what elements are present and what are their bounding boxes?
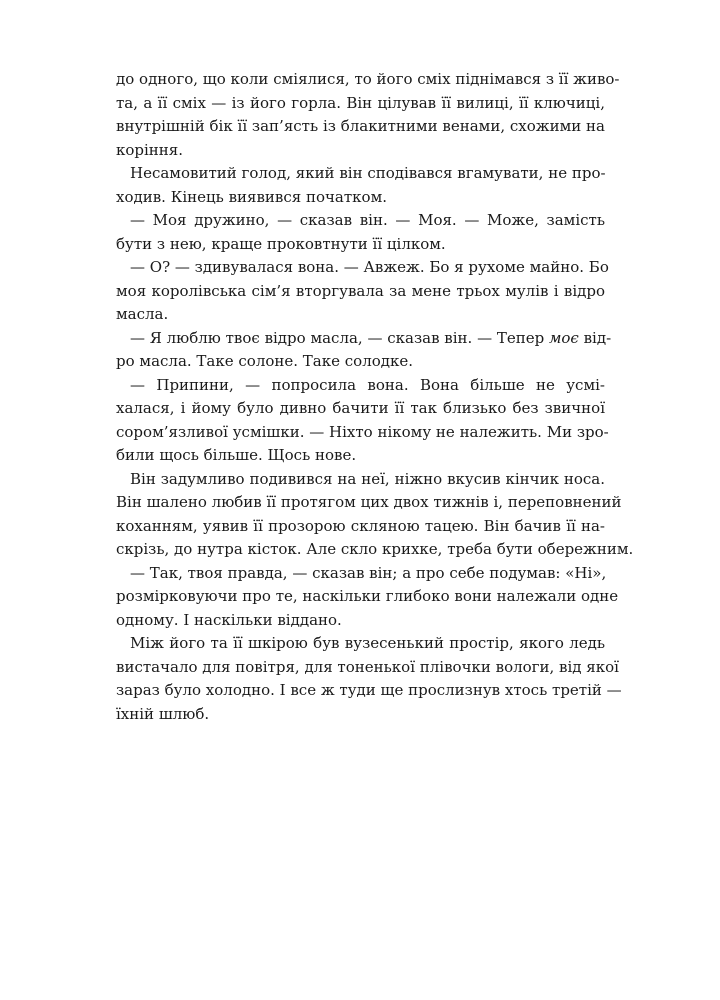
text-line: моя королівська сім’я вторгувала за мене трьох мулів і відро <box>116 281 605 300</box>
text-line: халася, і йому було дивно бачити її так близько без звичної <box>116 399 605 417</box>
paragraph <box>116 209 605 256</box>
paragraph <box>116 562 619 633</box>
text-line: — Припини, — попросила вона. Вона більше не усмі- <box>130 375 605 394</box>
text-line: Він шалено любив її протягом цих двох тижнів і, переповнений <box>116 493 622 511</box>
text-line: — О? — здивувалася вона. — Авжеж. Бо я рухоме майно. Бо <box>130 258 609 276</box>
emphasized-word: моє <box>548 328 579 347</box>
paragraph <box>116 256 609 327</box>
text-line: — Я люблю твоє відро масла, — сказав він. — Тепер моє від- <box>130 328 612 347</box>
text-line: сором’язливої усмішки. — Ніхто нікому не належить. Ми зро- <box>116 422 609 441</box>
text-line: одному. І наскільки віддано. <box>116 610 342 629</box>
text-line: Несамовитий голод, який він сподівався вгамувати, не про- <box>130 164 606 182</box>
text-line: вистачало для повітря, для тоненької плівочки вологи, від якої <box>116 657 619 676</box>
text-line: їхній шлюб. <box>116 704 210 723</box>
paragraph <box>116 327 612 374</box>
text-line: ро масла. Таке солоне. Таке солодке. <box>116 352 414 370</box>
paragraph <box>116 162 605 209</box>
text-line: розмірковуючи про те, наскільки глибоко вони належали одне <box>116 587 619 605</box>
text-line: ходив. Кінець виявився початком. <box>116 187 388 206</box>
text-line: — Так, твоя правда, — сказав він; а про себе подумав: «Ні», <box>130 563 607 582</box>
text-line: скрізь, до нутра кісток. Але скло крихке, треба бути обережним. <box>116 540 634 558</box>
book-page-text <box>116 68 634 726</box>
text-line: коріння. <box>116 140 184 159</box>
text-line: внутрішній бік її зап’ясть із блакитними венами, схожими на <box>116 117 605 135</box>
text-line: — Моя дружино, — сказав він. — Моя. — Може, замість <box>130 211 605 229</box>
text-line: Між його та її шкірою був вузесенький простір, якого ледь <box>130 634 605 652</box>
text-line: масла. <box>116 305 169 323</box>
text-line: коханням, уявив її прозорою скляною тацею. Він бачив її на- <box>116 516 605 535</box>
text-line: до одного, що коли сміялися, то його сміх піднімався з її живо- <box>116 70 620 88</box>
paragraph <box>116 68 620 162</box>
paragraph <box>116 632 622 726</box>
text-line: били щось більше. Щось нове. <box>116 446 357 464</box>
text-line: бути з нею, краще проковтнути її цілком. <box>116 234 446 253</box>
paragraph <box>116 374 609 468</box>
text-line: Він задумливо подивився на неї, ніжно вкусив кінчик носа. <box>130 469 605 488</box>
text-line: та, а її сміх — із його горла. Він цілував її вилиці, її ключиці, <box>116 93 605 112</box>
text-line: зараз було холодно. І все ж туди ще прослизнув хтось третій — <box>116 681 622 699</box>
paragraph <box>116 468 634 562</box>
